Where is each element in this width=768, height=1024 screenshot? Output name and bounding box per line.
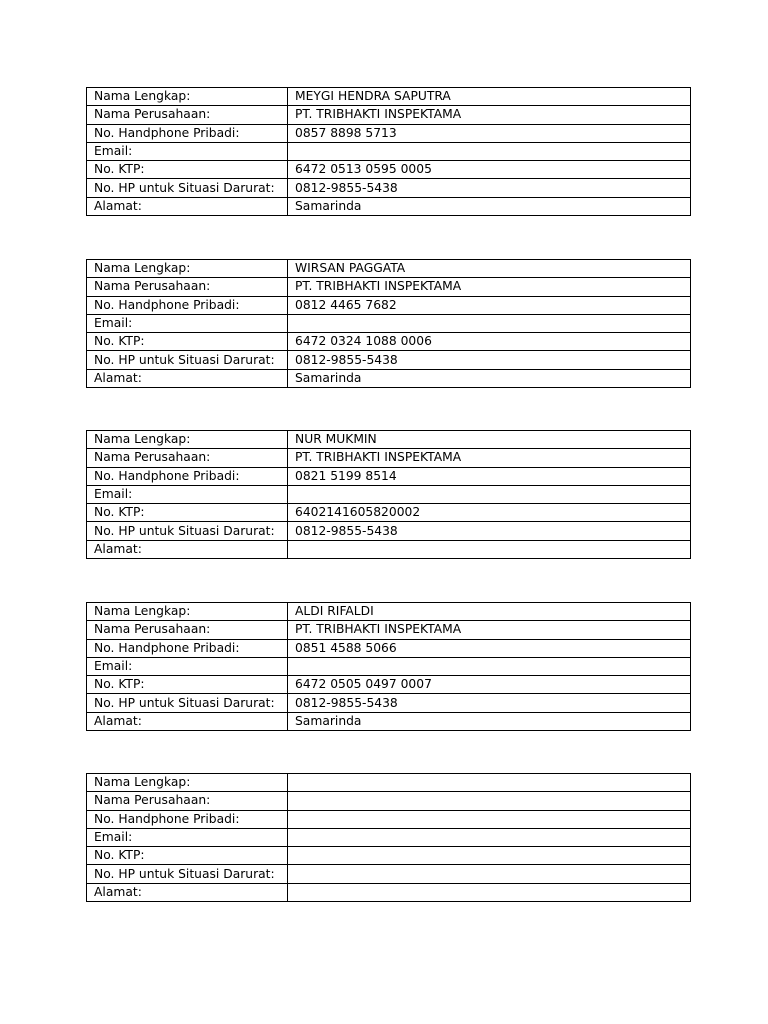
alamat-label: Alamat: [87,540,288,558]
nama-lengkap-label: Nama Lengkap: [87,431,288,449]
table-row [87,449,691,467]
email-value [288,485,691,503]
alamat-label: Alamat: [87,883,288,901]
table-row [87,847,691,865]
no-hp-pribadi-label: No. Handphone Pribadi: [87,639,288,657]
table-row [87,260,691,278]
table-row [87,467,691,485]
email-value [288,828,691,846]
table-row [87,106,691,124]
no-hp-darurat-value [288,865,691,883]
nama-perusahaan-value: PT. TRIBHAKTI INSPEKTAMA [288,106,691,124]
nama-perusahaan-value: PT. TRIBHAKTI INSPEKTAMA [288,278,691,296]
email-label: Email: [87,485,288,503]
table-row [87,883,691,901]
nama-lengkap-label: Nama Lengkap: [87,88,288,106]
table-row [87,124,691,142]
table-row [87,278,691,296]
table-row [87,179,691,197]
table-row [87,314,691,332]
nama-lengkap-label: Nama Lengkap: [87,774,288,792]
table-row [87,657,691,675]
table-row [87,621,691,639]
table-row [87,694,691,712]
table-row [87,504,691,522]
contact-form-table [86,87,691,216]
nama-lengkap-value: WIRSAN PAGGATA [288,260,691,278]
no-hp-pribadi-label: No. Handphone Pribadi: [87,467,288,485]
no-hp-darurat-label: No. HP untuk Situasi Darurat: [87,522,288,540]
contact-form-table [86,259,691,388]
table-row [87,485,691,503]
no-ktp-value: 6402141605820002 [288,504,691,522]
table-row [87,792,691,810]
nama-lengkap-value: MEYGI HENDRA SAPUTRA [288,88,691,106]
alamat-label: Alamat: [87,369,288,387]
no-ktp-label: No. KTP: [87,676,288,694]
no-ktp-value: 6472 0324 1088 0006 [288,333,691,351]
table-row [87,774,691,792]
no-hp-pribadi-value: 0821 5199 8514 [288,467,691,485]
no-hp-pribadi-label: No. Handphone Pribadi: [87,296,288,314]
no-hp-pribadi-label: No. Handphone Pribadi: [87,124,288,142]
no-ktp-label: No. KTP: [87,161,288,179]
alamat-value [288,883,691,901]
table-row [87,296,691,314]
no-hp-darurat-label: No. HP untuk Situasi Darurat: [87,351,288,369]
table-row [87,197,691,215]
table-row [87,540,691,558]
table-row [87,810,691,828]
email-value [288,314,691,332]
nama-perusahaan-label: Nama Perusahaan: [87,792,288,810]
no-hp-pribadi-value: 0857 8898 5713 [288,124,691,142]
contact-form-table [86,602,691,731]
contact-form-table [86,430,691,559]
contact-form-table [86,773,691,902]
no-hp-darurat-label: No. HP untuk Situasi Darurat: [87,865,288,883]
nama-perusahaan-label: Nama Perusahaan: [87,449,288,467]
no-hp-pribadi-value: 0812 4465 7682 [288,296,691,314]
nama-perusahaan-label: Nama Perusahaan: [87,106,288,124]
email-label: Email: [87,828,288,846]
email-label: Email: [87,142,288,160]
table-row [87,333,691,351]
email-label: Email: [87,314,288,332]
alamat-value [288,540,691,558]
no-ktp-value: 6472 0505 0497 0007 [288,676,691,694]
no-ktp-label: No. KTP: [87,847,288,865]
table-row [87,369,691,387]
nama-perusahaan-value [288,792,691,810]
no-hp-darurat-value: 0812-9855-5438 [288,694,691,712]
nama-perusahaan-label: Nama Perusahaan: [87,278,288,296]
table-row [87,522,691,540]
no-ktp-label: No. KTP: [87,333,288,351]
alamat-value: Samarinda [288,197,691,215]
email-label: Email: [87,657,288,675]
no-hp-darurat-label: No. HP untuk Situasi Darurat: [87,694,288,712]
table-row [87,712,691,730]
nama-lengkap-label: Nama Lengkap: [87,603,288,621]
no-ktp-label: No. KTP: [87,504,288,522]
table-row [87,865,691,883]
no-hp-darurat-label: No. HP untuk Situasi Darurat: [87,179,288,197]
nama-perusahaan-value: PT. TRIBHAKTI INSPEKTAMA [288,449,691,467]
alamat-value: Samarinda [288,369,691,387]
table-row [87,161,691,179]
no-hp-darurat-value: 0812-9855-5438 [288,522,691,540]
no-hp-darurat-value: 0812-9855-5438 [288,179,691,197]
nama-lengkap-value: ALDI RIFALDI [288,603,691,621]
nama-lengkap-label: Nama Lengkap: [87,260,288,278]
table-row [87,603,691,621]
alamat-value: Samarinda [288,712,691,730]
table-row [87,88,691,106]
no-hp-pribadi-value [288,810,691,828]
no-hp-darurat-value: 0812-9855-5438 [288,351,691,369]
table-row [87,142,691,160]
table-row [87,828,691,846]
table-row [87,431,691,449]
table-row [87,676,691,694]
no-hp-pribadi-label: No. Handphone Pribadi: [87,810,288,828]
no-hp-pribadi-value: 0851 4588 5066 [288,639,691,657]
nama-perusahaan-label: Nama Perusahaan: [87,621,288,639]
email-value [288,657,691,675]
table-row [87,639,691,657]
nama-lengkap-value [288,774,691,792]
nama-perusahaan-value: PT. TRIBHAKTI INSPEKTAMA [288,621,691,639]
table-row [87,351,691,369]
nama-lengkap-value: NUR MUKMIN [288,431,691,449]
no-ktp-value: 6472 0513 0595 0005 [288,161,691,179]
alamat-label: Alamat: [87,197,288,215]
no-ktp-value [288,847,691,865]
alamat-label: Alamat: [87,712,288,730]
email-value [288,142,691,160]
